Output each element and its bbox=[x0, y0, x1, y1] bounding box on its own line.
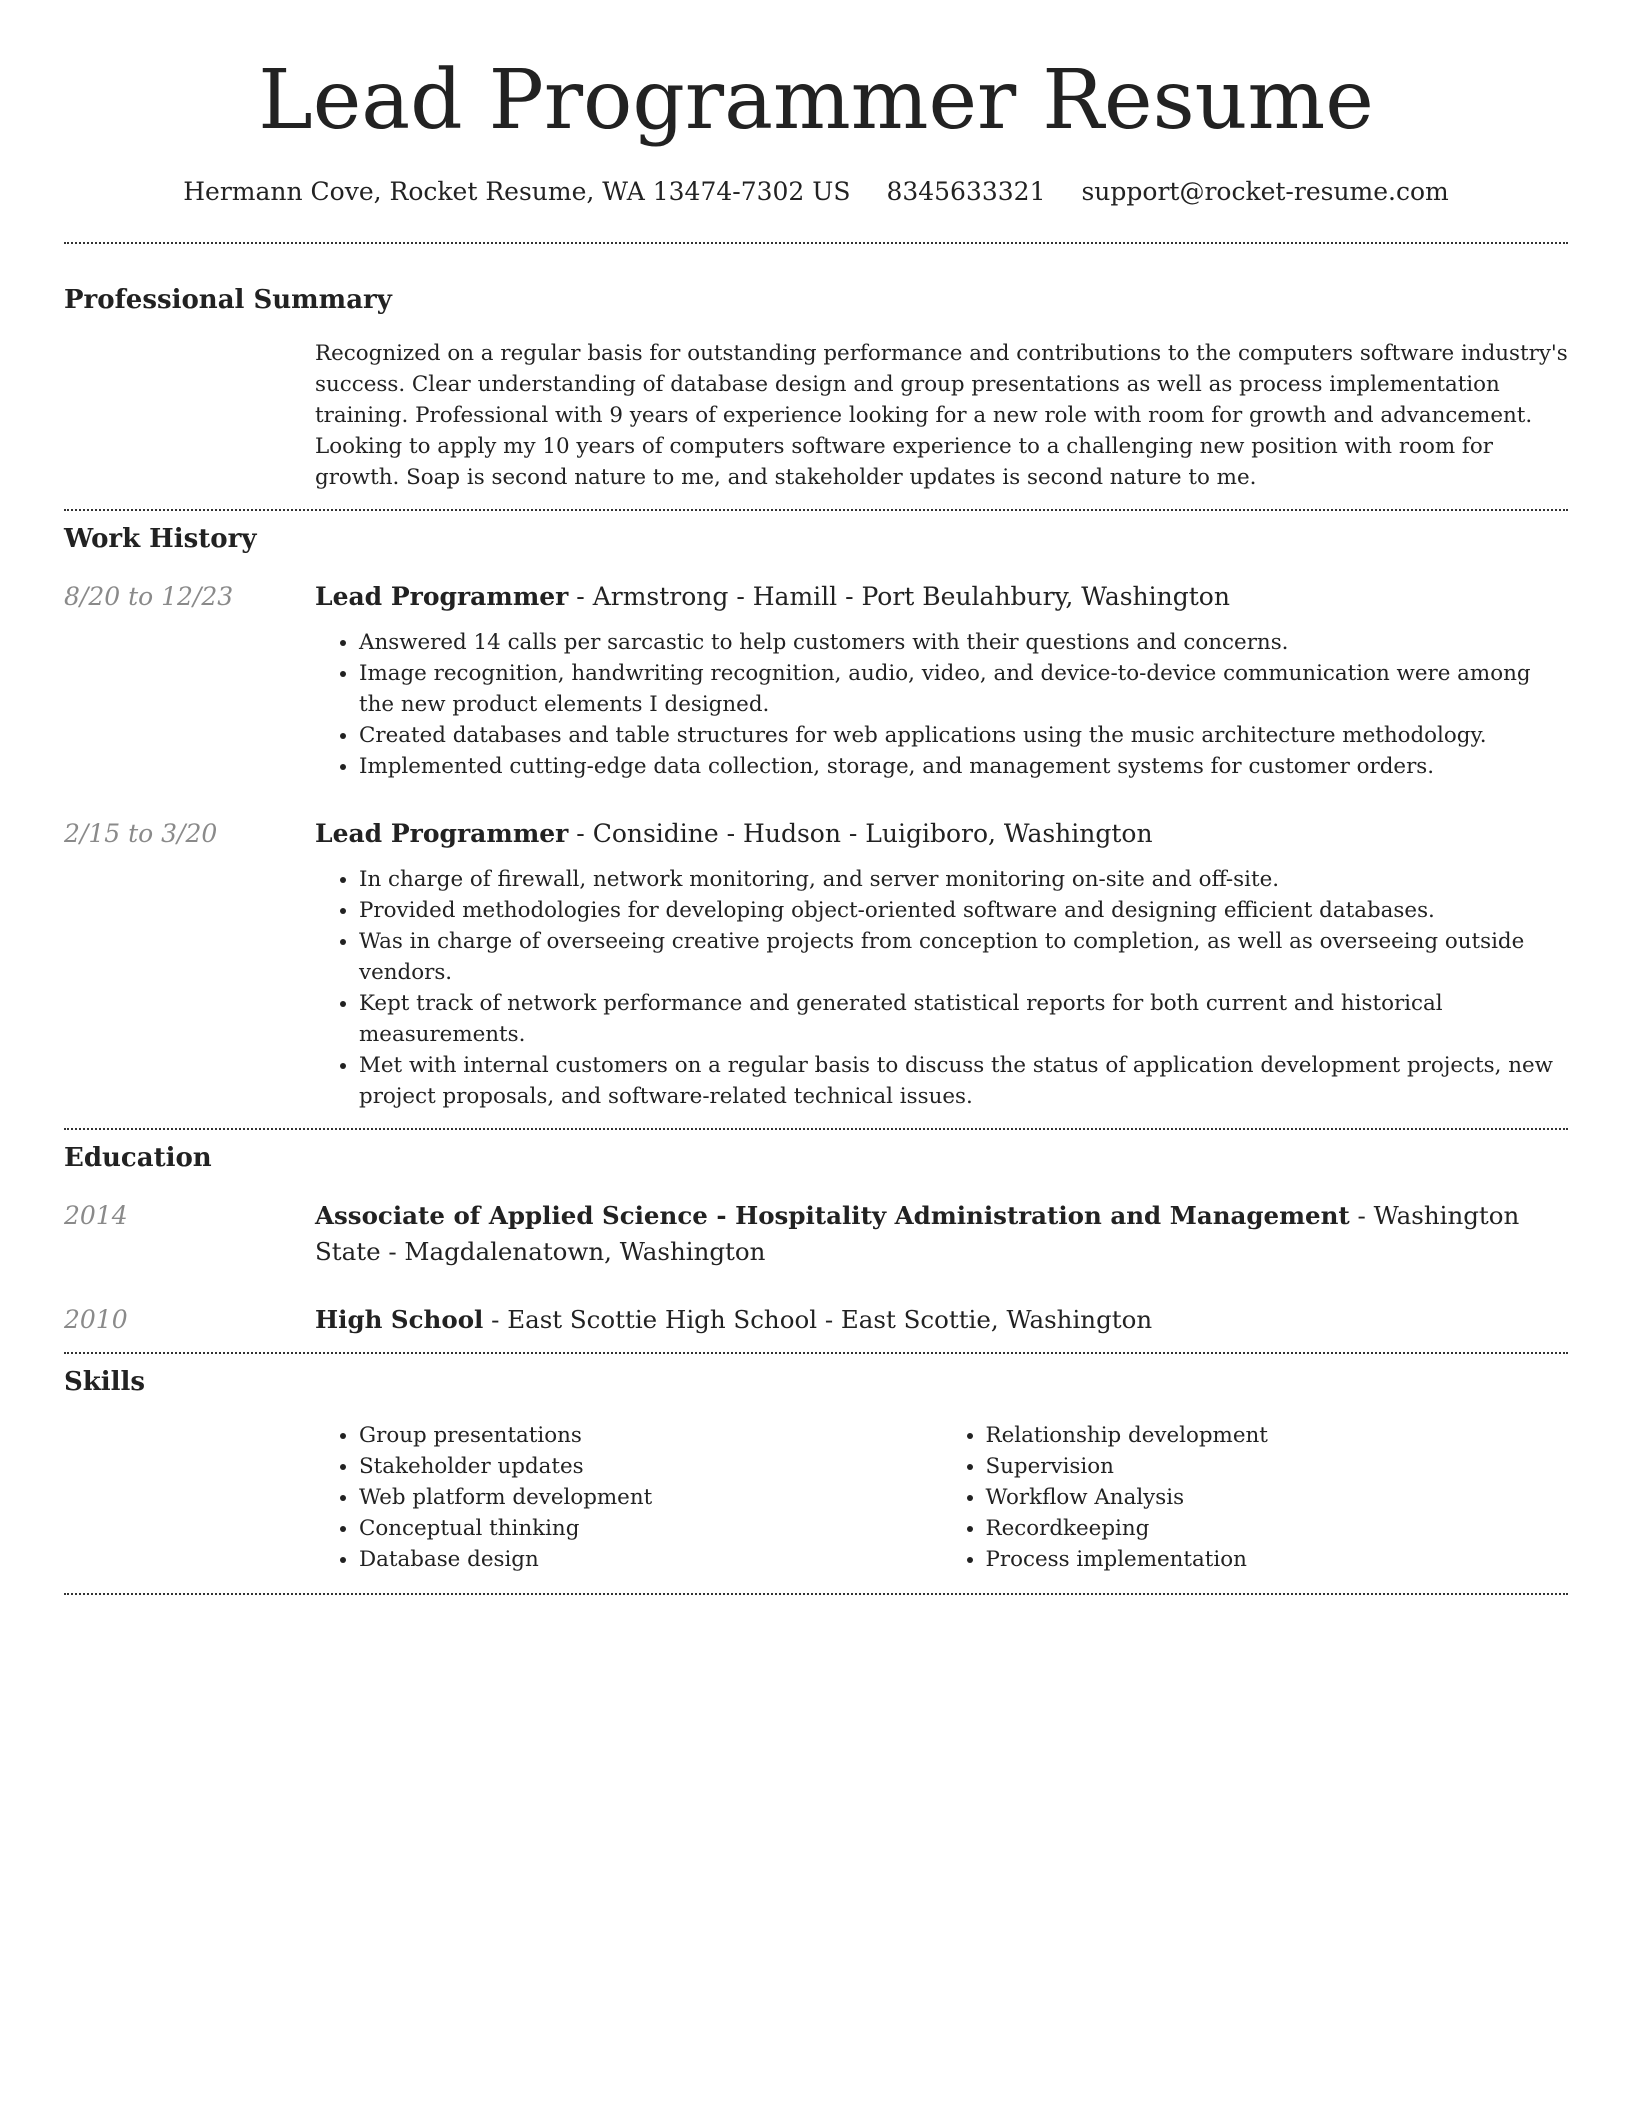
skill-item: • Database design bbox=[359, 1544, 942, 1575]
job-details: - Armstrong - Hamill - Port Beulahbury, Washington bbox=[568, 582, 1230, 611]
job-bullet: • Met with internal customers on a regular basis to discuss the status of application development projects, new project proposals, and software-related technical issues. bbox=[359, 1050, 1568, 1112]
education-details: - Washington State - Magdalenatown, Washington bbox=[315, 1201, 1520, 1266]
resume-title: Lead Programmer Resume bbox=[258, 53, 1374, 148]
job-bullet: • Kept track of network performance and generated statistical reports for both current and historical measurements. bbox=[359, 988, 1568, 1050]
skill-item: • Group presentations bbox=[359, 1420, 942, 1451]
skills-left-spacer bbox=[64, 1420, 315, 1575]
section-heading-education: Education bbox=[64, 1143, 212, 1173]
job-bullet: • In charge of firewall, network monitoring, and server monitoring on-site and off-site. bbox=[359, 864, 1568, 895]
contact-phone: 8345633321 bbox=[886, 177, 1046, 206]
section-heading-skills: Skills bbox=[64, 1367, 146, 1397]
section-education bbox=[64, 1130, 1568, 1352]
contact-line bbox=[64, 172, 1568, 212]
job-title: Lead Programmer bbox=[315, 819, 569, 848]
skill-item: • Process implementation bbox=[986, 1544, 1569, 1575]
skills-list-left bbox=[315, 1420, 942, 1575]
job-bullet: • Implemented cutting-edge data collection, storage, and management systems for customer orders. bbox=[359, 751, 1568, 782]
job-bullet: • Was in charge of overseeing creative projects from conception to completion, as well as overseeing outside vendors. bbox=[359, 926, 1568, 988]
skills-row bbox=[64, 1420, 1568, 1593]
job-heading bbox=[315, 816, 1568, 852]
job-entry bbox=[64, 579, 1568, 782]
contact-address: Hermann Cove, Rocket Resume, WA 13474-7302 US bbox=[183, 177, 851, 206]
skill-item: • Supervision bbox=[986, 1451, 1569, 1482]
job-bullet: • Image recognition, handwriting recognition, audio, video, and device-to-device communication were among the new product elements I designed. bbox=[359, 658, 1568, 720]
job-bullets bbox=[315, 627, 1568, 782]
job-dates: 8/20 to 12/23 bbox=[64, 582, 234, 611]
skills-list-right bbox=[942, 1420, 1569, 1575]
section-skills bbox=[64, 1354, 1568, 1593]
skill-item: • Recordkeeping bbox=[986, 1513, 1569, 1544]
section-heading-summary: Professional Summary bbox=[64, 285, 392, 315]
job-details: - Considine - Hudson - Luigiboro, Washington bbox=[568, 819, 1153, 848]
job-bullet: • Answered 14 calls per sarcastic to help customers with their questions and concerns. bbox=[359, 627, 1568, 658]
skill-item: • Web platform development bbox=[359, 1482, 942, 1513]
job-entry bbox=[64, 816, 1568, 1128]
section-summary bbox=[64, 244, 1568, 509]
skills-grid bbox=[315, 1420, 1568, 1575]
section-work-history bbox=[64, 511, 1568, 1128]
education-details: - East Scottie High School - East Scottie, Washington bbox=[483, 1305, 1153, 1334]
section-heading-work: Work History bbox=[64, 524, 257, 554]
contact-email[interactable]: support@rocket-resume.com bbox=[1081, 177, 1449, 206]
education-year: 2010 bbox=[64, 1305, 128, 1334]
education-degree: Associate of Applied Science - Hospitality Administration and Management bbox=[315, 1201, 1350, 1230]
education-heading bbox=[315, 1302, 1568, 1338]
summary-row bbox=[64, 338, 1568, 509]
summary-text: Recognized on a regular basis for outstanding performance and contributions to the computers software industry's success. Clear understanding of database design and group presentations as well as process implementation training. Professional with 9 years of experience looking for a new role with room for growth and advancement. Looking to apply my 10 years of computers software experience to a challenging new position with room for growth. Soap is second nature to me, and stakeholder updates is second nature to me. bbox=[315, 341, 1568, 490]
skill-item: • Relationship development bbox=[986, 1420, 1569, 1451]
education-degree: High School bbox=[315, 1305, 484, 1334]
job-heading bbox=[315, 579, 1568, 615]
job-title: Lead Programmer bbox=[315, 582, 569, 611]
education-entry bbox=[64, 1302, 1568, 1352]
summary-left-spacer bbox=[64, 338, 315, 493]
education-entry bbox=[64, 1198, 1568, 1270]
education-year: 2014 bbox=[64, 1201, 128, 1230]
job-bullets bbox=[315, 864, 1568, 1112]
job-bullet: • Provided methodologies for developing object-oriented software and designing efficient databases. bbox=[359, 895, 1568, 926]
skill-item: • Stakeholder updates bbox=[359, 1451, 942, 1482]
education-heading bbox=[315, 1198, 1568, 1270]
skill-item: • Workflow Analysis bbox=[986, 1482, 1569, 1513]
job-dates: 2/15 to 3/20 bbox=[64, 819, 218, 848]
skill-item: • Conceptual thinking bbox=[359, 1513, 942, 1544]
divider-skills bbox=[64, 1593, 1568, 1595]
job-bullet: • Created databases and table structures for web applications using the music architecture methodology. bbox=[359, 720, 1568, 751]
